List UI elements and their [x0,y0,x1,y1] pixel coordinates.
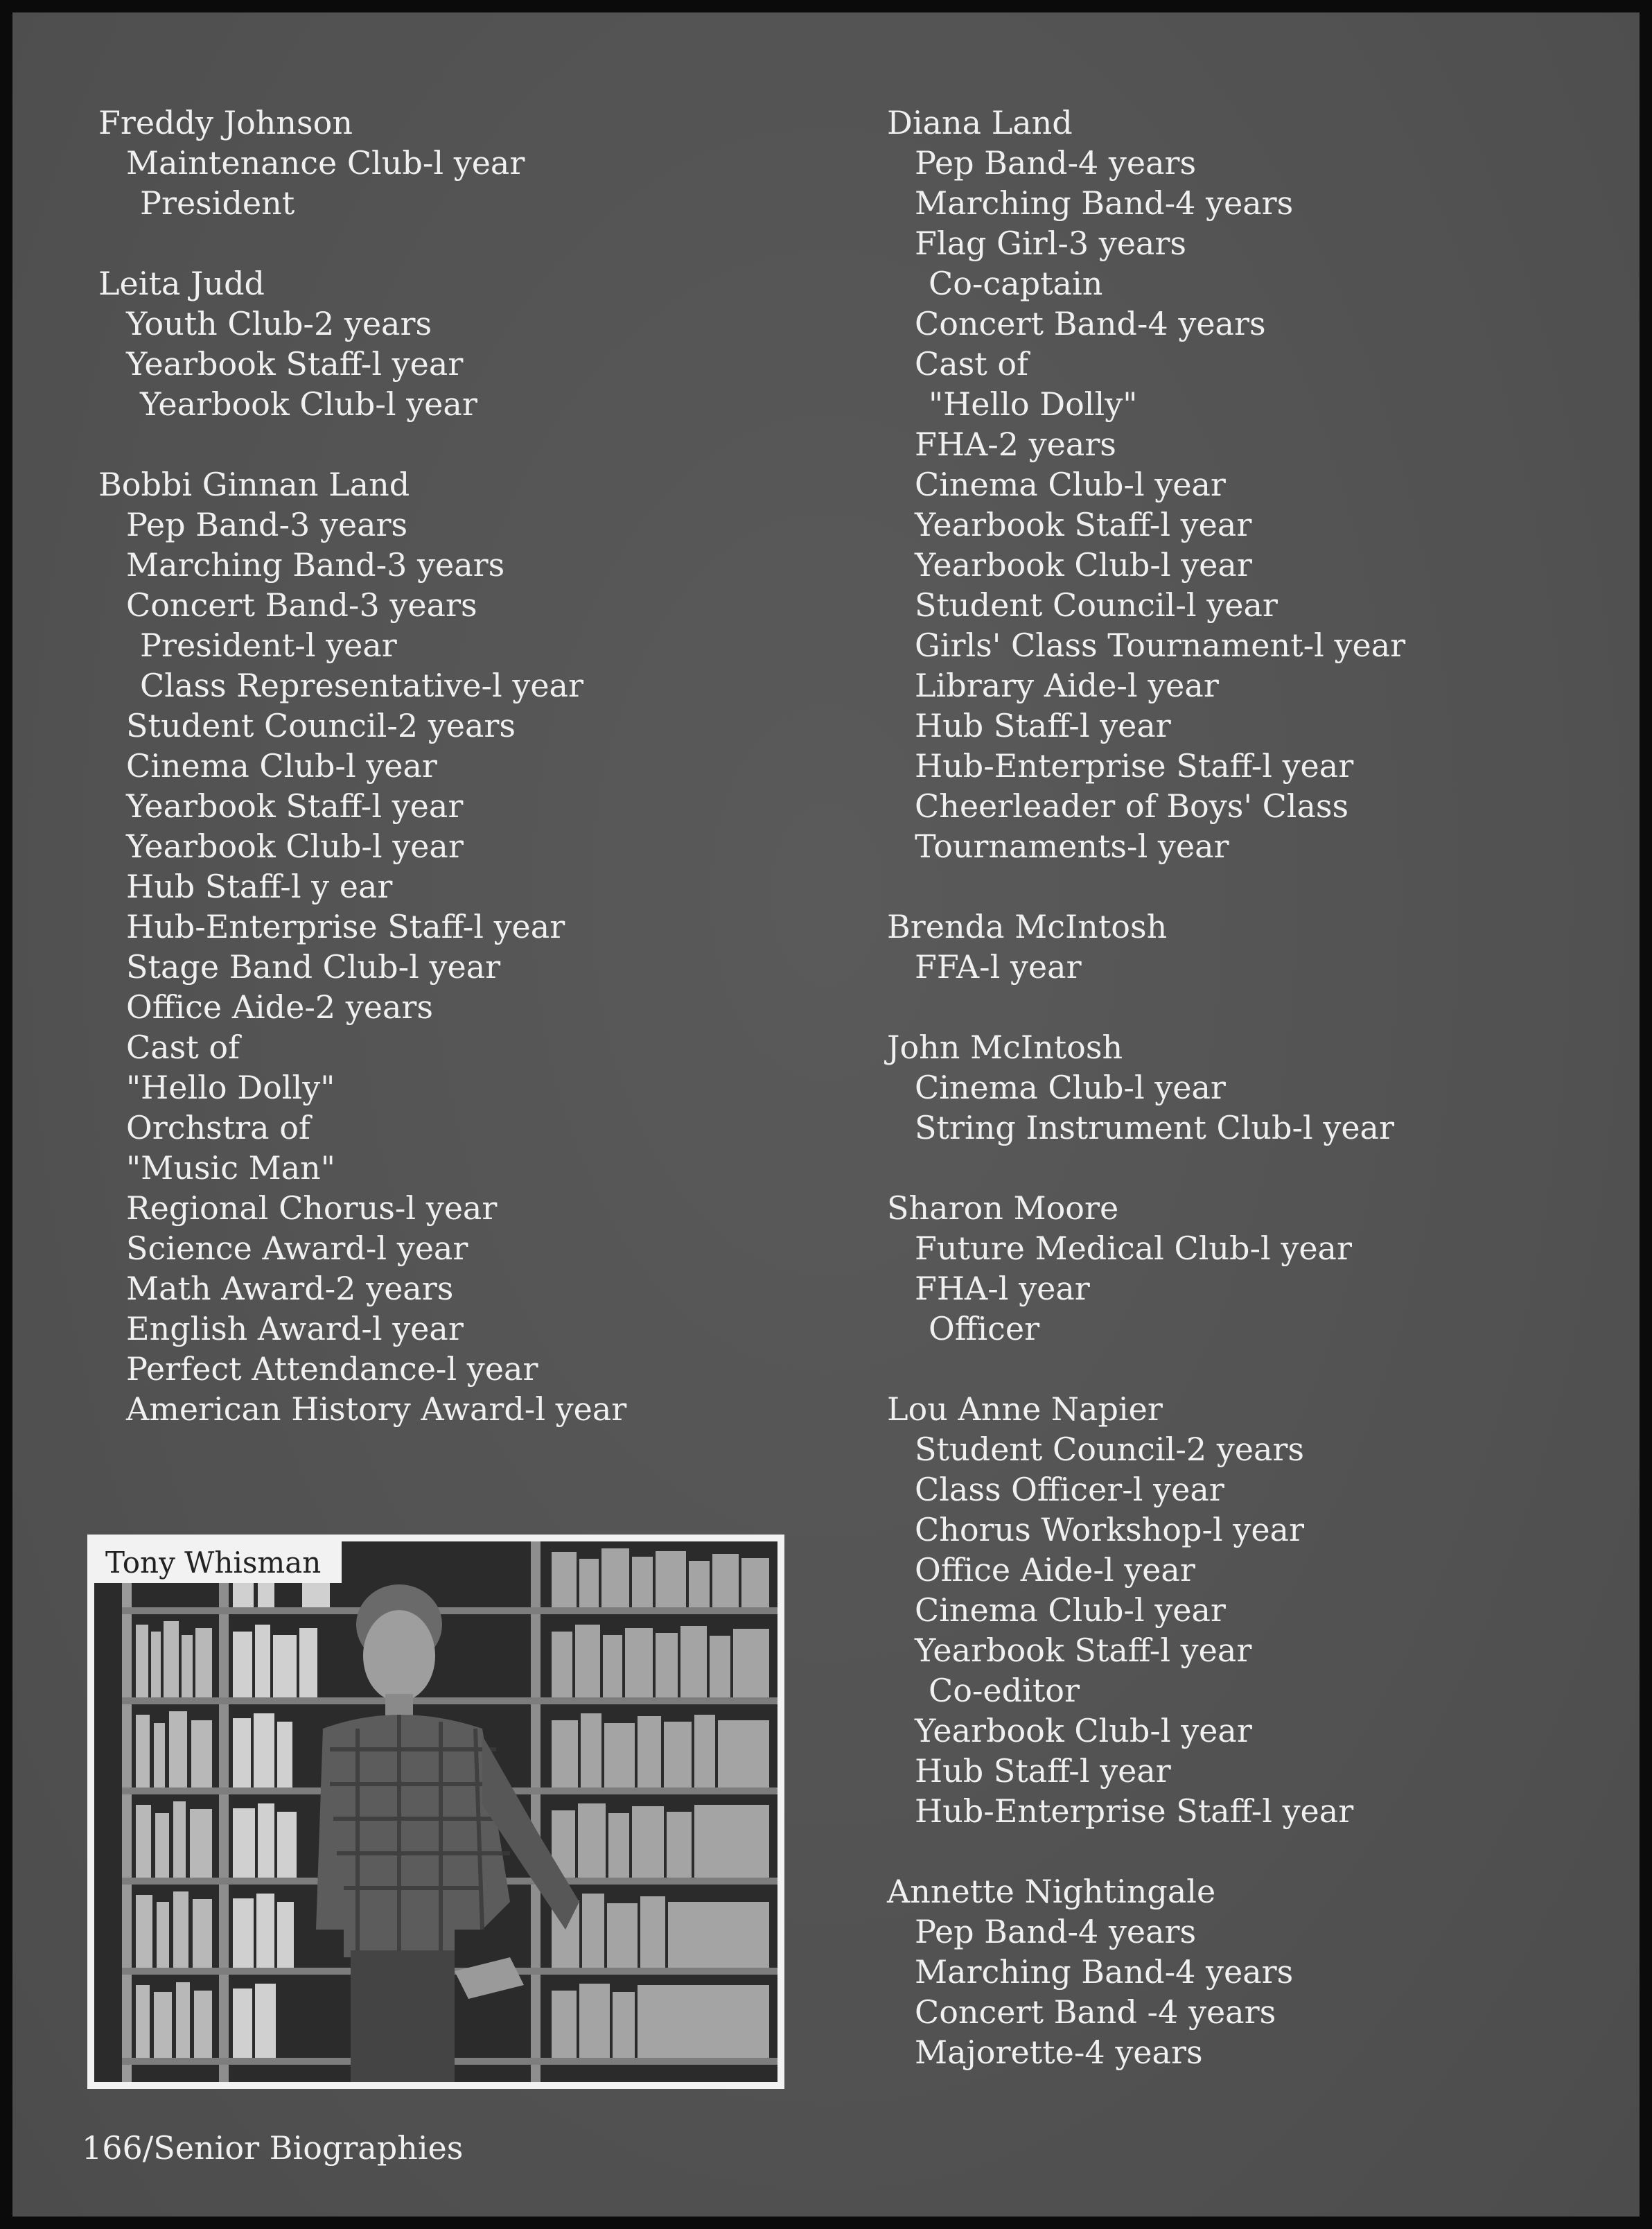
student-name: Lou Anne Napier [887,1390,1163,1428]
activity-item: Hub Staff-l y ear [126,868,393,905]
activity-item: Co-editor [929,1672,1080,1709]
student-name: Brenda McIntosh [887,908,1168,945]
activity-item: Pep Band-4 years [915,144,1197,182]
activity-item: Cinema Club-l year [915,1591,1226,1629]
activity-item: Science Award-l year [126,1230,468,1267]
activity-item: Office Aide-l year [915,1551,1195,1589]
activity-item: Perfect Attendance-l year [126,1350,538,1388]
activity-item: FHA-2 years [915,426,1116,463]
student-entry [887,103,1622,866]
activity-item: Girls' Class Tournament-l year [915,627,1406,664]
activity-item: Cinema Club-l year [126,747,437,785]
activity-item: Yearbook Club-l year [915,1712,1252,1749]
activity-item: Class Officer-l year [915,1471,1224,1508]
activity-item: Office Aide-2 years [126,988,433,1026]
page-footer: 166/Senior Biographies [82,2129,464,2167]
activity-item: Marching Band-3 years [126,546,505,584]
activity-item: Concert Band -4 years [915,1993,1276,2031]
student-name: Sharon Moore [887,1189,1119,1227]
student-entry [887,1871,1622,2072]
activity-item: Marching Band-4 years [915,1953,1294,1991]
activity-item: Yearbook Club-l year [915,546,1252,584]
activity-item: President-l year [140,627,397,664]
activity-item: Math Award-2 years [126,1270,454,1307]
activity-item: Cast of [126,1029,240,1066]
activity-item: Yearbook Staff-l year [915,1632,1252,1669]
student-entry [887,1389,1622,1831]
activity-item: American History Award-l year [126,1390,627,1428]
activity-item: Hub-Enterprise Staff-l year [915,1792,1354,1830]
student-entry [98,263,833,424]
photo-caption: Tony Whisman [94,1541,342,1583]
activity-item: Student Council-2 years [915,1431,1305,1468]
activity-item: "Music Man" [126,1149,335,1187]
activity-item: Pep Band-3 years [126,506,408,543]
activity-item: Pep Band-4 years [915,1913,1197,1950]
activity-item: Regional Chorus-l year [126,1189,498,1227]
activity-item: Cinema Club-l year [915,1069,1226,1106]
student-name: Freddy Johnson [98,104,353,141]
activity-item: Marching Band-4 years [915,184,1294,222]
activity-item: Concert Band-3 years [126,586,477,624]
activity-item: Hub-Enterprise Staff-l year [915,747,1354,785]
student-name: Leita Judd [98,265,265,302]
activity-item: Co-captain [929,265,1103,302]
activity-item: Maintenance Club-l year [126,144,525,182]
activity-item: Stage Band Club-l year [126,948,501,986]
student-name: Bobbi Ginnan Land [98,466,410,503]
activity-item: Orchstra of [126,1109,310,1146]
activity-item: Student Council-l year [915,586,1278,624]
activity-item: Class Representative-l year [140,667,583,704]
activity-item: President [140,184,295,222]
student-photo [94,1541,777,2082]
student-entry [98,103,833,223]
activity-item: Future Medical Club-l year [915,1230,1352,1267]
activity-item: Cheerleader of Boys' Class [915,787,1349,825]
photo-frame [87,1535,784,2089]
activity-item: FHA-l year [915,1270,1090,1307]
library-photo-illustration [94,1541,777,2082]
activity-item: Officer [929,1310,1040,1347]
activity-item: Hub Staff-l year [915,707,1171,744]
student-name: Diana Land [887,104,1073,141]
activity-item: Tournaments-l year [915,828,1229,865]
student-entry [887,907,1622,987]
student-entry [98,464,833,1429]
activity-item: Yearbook Staff-l year [126,345,464,383]
student-name: Annette Nightingale [887,1873,1216,1910]
activity-item: String Instrument Club-l year [915,1109,1394,1146]
activity-item: Youth Club-2 years [126,305,432,342]
activity-item: FFA-l year [915,948,1082,986]
activity-item: Flag Girl-3 years [915,225,1186,262]
activity-item: Yearbook Staff-l year [126,787,464,825]
activity-item: Yearbook Club-l year [140,385,477,423]
activity-item: Majorette-4 years [915,2034,1203,2071]
activity-item: Cinema Club-l year [915,466,1226,503]
activity-item: Concert Band-4 years [915,305,1266,342]
left-column [98,103,833,1469]
activity-item: "Hello Dolly" [126,1069,335,1106]
yearbook-page [12,12,1640,2217]
activity-item: Chorus Workshop-l year [915,1511,1304,1548]
student-entry [887,1027,1622,1148]
activity-item: Cast of [915,345,1029,383]
student-name: John McIntosh [887,1029,1123,1066]
activity-item: English Award-l year [126,1310,464,1347]
activity-item: Yearbook Club-l year [126,828,464,865]
activity-item: Library Aide-l year [915,667,1219,704]
activity-item: Student Council-2 years [126,707,516,744]
student-entry [887,1188,1622,1349]
activity-item: Hub-Enterprise Staff-l year [126,908,565,945]
activity-item: Yearbook Staff-l year [915,506,1252,543]
activity-item: Hub Staff-l year [915,1752,1171,1790]
activity-item: "Hello Dolly" [929,385,1138,423]
right-column [887,103,1622,2113]
